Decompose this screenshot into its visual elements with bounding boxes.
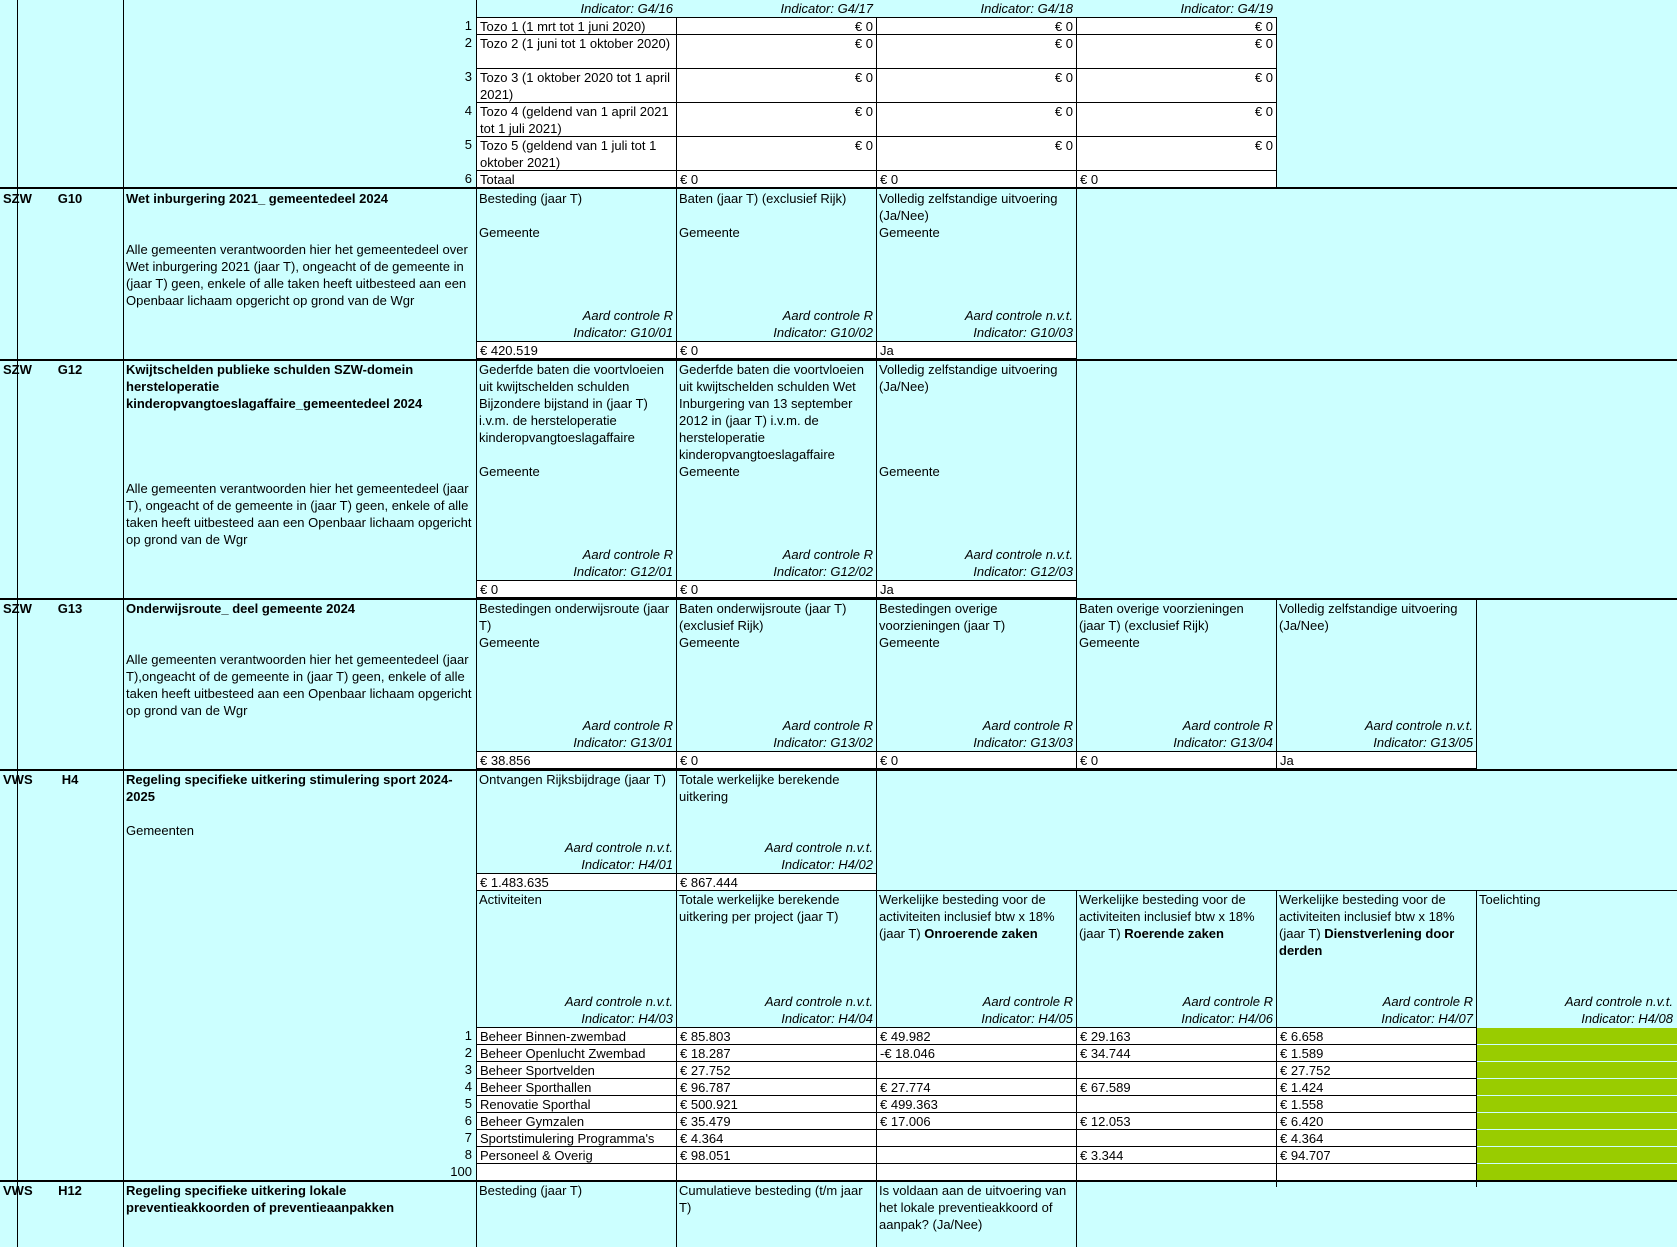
- indicator-label: Indicator: G13/05: [1373, 735, 1473, 750]
- grid-line: [476, 890, 477, 1027]
- activity-label[interactable]: Personeel & Overig: [476, 1146, 677, 1164]
- value-cell[interactable]: Ja: [876, 341, 1077, 359]
- regulation-code: G13: [57, 601, 83, 616]
- value-cell[interactable]: € 0: [876, 68, 1077, 103]
- toelichting-input[interactable]: [1477, 1045, 1677, 1061]
- value-cell[interactable]: € 27.752: [676, 1061, 877, 1079]
- value-cell[interactable]: € 0: [1076, 68, 1277, 103]
- regulation-title: Onderwijsroute_ deel gemeente 2024: [126, 601, 356, 616]
- row-label[interactable]: Tozo 4 (geldend van 1 april 2021 tot 1 juli 2021): [476, 102, 677, 137]
- column-header: Volledig zelfstandige uitvoering (Ja/Nee): [879, 362, 1062, 394]
- column-header-text: Werkelijke besteding voor de activiteiten inclusief btw x 18% (jaar T): [1279, 892, 1459, 941]
- activity-label[interactable]: [476, 1163, 677, 1181]
- row-number: 3: [464, 69, 472, 84]
- regulation-title: Regeling specifieke uitkering stimulering sport 2024-2025: [126, 772, 453, 804]
- control-type: Aard controle R: [782, 308, 873, 323]
- value-cell[interactable]: € 0: [676, 17, 877, 35]
- value-cell[interactable]: € 6.658: [1276, 1027, 1477, 1045]
- toelichting-input[interactable]: [1477, 1028, 1677, 1044]
- row-number: 5: [464, 1096, 472, 1111]
- regulation-code: G12: [57, 362, 83, 377]
- value-cell[interactable]: € 34.744: [1076, 1044, 1277, 1062]
- value-cell[interactable]: € 0: [876, 17, 1077, 35]
- control-type: Aard controle n.v.t.: [764, 840, 873, 855]
- row-number: 100: [450, 1164, 472, 1179]
- value-cell[interactable]: € 0: [676, 102, 877, 137]
- regulation-subtitle: Gemeenten: [126, 823, 194, 838]
- indicator-label: Indicator: G13/02: [773, 735, 873, 750]
- grid-line: [476, 188, 477, 359]
- column-header: Besteding (jaar T): [479, 1183, 583, 1198]
- indicator-label: Indicator: G13/04: [1173, 735, 1273, 750]
- column-subheader: Gemeente: [479, 464, 540, 479]
- row-number: 5: [464, 137, 472, 152]
- regulation-description: Alle gemeenten verantwoorden hier het gemeentedeel (jaar T),ongeacht of de gemeente in (jaar T) geen, enkele of alle taken heeft uitbesteed aan een Openbaar lichaam opgericht op grond van de Wgr: [126, 652, 476, 718]
- value-cell[interactable]: € 35.479: [676, 1112, 877, 1130]
- indicator-label: Indicator: H4/03: [581, 1011, 673, 1026]
- value-cell[interactable]: € 0: [1076, 170, 1277, 188]
- indicator-label: Indicator: H4/06: [1181, 1011, 1273, 1026]
- control-type: Aard controle n.v.t.: [1564, 994, 1673, 1009]
- value-cell[interactable]: € 0: [876, 751, 1077, 769]
- value-cell[interactable]: € 0: [1076, 136, 1277, 171]
- value-cell[interactable]: € 12.053: [1076, 1112, 1277, 1130]
- value-cell[interactable]: € 49.982: [876, 1027, 1077, 1045]
- row-number: 1: [464, 1028, 472, 1043]
- column-subheader: Gemeente: [1079, 635, 1140, 650]
- grid-line: [676, 359, 677, 598]
- grid-line: [676, 1180, 677, 1247]
- row-label[interactable]: Tozo 5 (geldend van 1 juli tot 1 oktober 2021): [476, 136, 677, 171]
- indicator-label: Indicator: H4/05: [981, 1011, 1073, 1026]
- value-cell[interactable]: € 29.163: [1076, 1027, 1277, 1045]
- value-cell[interactable]: € 85.803: [676, 1027, 877, 1045]
- control-type: Aard controle R: [1182, 718, 1273, 733]
- indicator-label: Indicator: G10/02: [773, 325, 873, 340]
- value-cell[interactable]: € 0: [676, 170, 877, 188]
- value-cell[interactable]: € 67.589: [1076, 1078, 1277, 1096]
- column-header-bold: Onroerende zaken: [924, 926, 1038, 941]
- value-cell[interactable]: € 867.444: [676, 873, 877, 891]
- grid-line: [1076, 188, 1077, 359]
- value-cell[interactable]: € 0: [676, 580, 877, 598]
- control-type: Aard controle n.v.t.: [564, 840, 673, 855]
- indicator-label: Indicator: G12/03: [973, 564, 1073, 579]
- column-header: [476, 891, 676, 976]
- value-cell[interactable]: € 0: [876, 102, 1077, 137]
- value-cell[interactable]: € 4.364: [676, 1129, 877, 1147]
- value-cell[interactable]: [876, 1163, 1077, 1181]
- row-label[interactable]: Tozo 2 (1 juni tot 1 oktober 2020): [476, 34, 677, 69]
- control-type: Aard controle R: [582, 547, 673, 562]
- column-header: [1276, 891, 1476, 976]
- control-type: Aard controle R: [782, 718, 873, 733]
- grid-line: [676, 890, 677, 1027]
- department-code: VWS: [3, 1183, 33, 1198]
- column-header: Volledig zelfstandige uitvoering (Ja/Nee): [1279, 601, 1462, 633]
- department-code: SZW: [3, 601, 32, 616]
- regulation-code: H4: [61, 772, 79, 787]
- control-type: Aard controle n.v.t.: [964, 547, 1073, 562]
- grid-line: [1076, 598, 1077, 769]
- value-cell[interactable]: € 0: [476, 580, 677, 598]
- control-type: Aard controle n.v.t.: [564, 994, 673, 1009]
- toelichting-input[interactable]: [1477, 1164, 1677, 1180]
- indicator-label: Indicator: G13/01: [573, 735, 673, 750]
- column-header: [1476, 891, 1676, 976]
- value-cell[interactable]: € 1.483.635: [476, 873, 677, 891]
- grid-line: [876, 769, 877, 891]
- column-header: Baten onderwijsroute (jaar T) (exclusief Rijk): [679, 601, 851, 633]
- column-header-bold: Dienstverlening door derden: [1279, 926, 1458, 958]
- column-header: Bestedingen overige voorzieningen (jaar T): [879, 601, 1006, 633]
- regulation-title: Kwijtschelden publieke schulden SZW-domein hersteloperatie kinderopvangtoeslagaffaire_gemeentedeel 2024: [126, 362, 423, 411]
- value-cell[interactable]: [876, 1061, 1077, 1079]
- value-cell[interactable]: [876, 1146, 1077, 1164]
- indicator-label: Indicator: G12/01: [573, 564, 673, 579]
- regulation-description: Alle gemeenten verantwoorden hier het gemeentedeel over Wet inburgering 2021 (jaar T), ongeacht of de gemeente in (jaar T) geen, enkele of alle taken heeft uitbesteed aan een Openbaar lichaam opgericht op grond van de Wgr: [126, 242, 472, 308]
- grid-line: [1476, 598, 1477, 769]
- indicator-label: Indicator: H4/07: [1381, 1011, 1473, 1026]
- grid-line: [476, 598, 477, 769]
- activity-label[interactable]: Beheer Sportvelden: [476, 1061, 677, 1079]
- activity-label[interactable]: Beheer Gymzalen: [476, 1112, 677, 1130]
- value-cell[interactable]: € 0: [1076, 34, 1277, 69]
- value-cell[interactable]: € 27.752: [1276, 1061, 1477, 1079]
- value-cell[interactable]: € 0: [1076, 17, 1277, 35]
- value-cell[interactable]: [1076, 1129, 1277, 1147]
- control-type: Aard controle R: [1382, 994, 1473, 1009]
- value-cell[interactable]: € 18.287: [676, 1044, 877, 1062]
- row-number: 1: [464, 18, 472, 33]
- toelichting-input[interactable]: [1477, 1079, 1677, 1095]
- value-cell[interactable]: Ja: [1276, 751, 1477, 769]
- value-cell[interactable]: € 1.589: [1276, 1044, 1477, 1062]
- value-cell[interactable]: € 0: [1076, 102, 1277, 137]
- row-number: 6: [464, 171, 472, 186]
- row-number: 4: [464, 103, 472, 118]
- control-type: Aard controle R: [582, 308, 673, 323]
- indicator-label: Indicator: G10/01: [573, 325, 673, 340]
- grid-line: [876, 598, 877, 769]
- activity-label[interactable]: Beheer Binnen-zwembad: [476, 1027, 677, 1045]
- column-header: Ontvangen Rijksbijdrage (jaar T): [479, 772, 666, 787]
- value-cell[interactable]: € 0: [876, 34, 1077, 69]
- control-type: Aard controle n.v.t.: [1364, 718, 1473, 733]
- row-number: 6: [464, 1113, 472, 1128]
- activity-label[interactable]: Beheer Sporthallen: [476, 1078, 677, 1096]
- row-label[interactable]: Tozo 1 (1 mrt tot 1 juni 2020): [476, 17, 677, 35]
- value-cell[interactable]: € 0: [876, 170, 1077, 188]
- column-header: Cumulatieve besteding (t/m jaar T): [679, 1183, 866, 1215]
- regulation-code: H12: [58, 1183, 82, 1198]
- row-number: 8: [464, 1147, 472, 1162]
- row-label[interactable]: Totaal: [476, 170, 677, 188]
- value-cell[interactable]: [1076, 1163, 1277, 1181]
- value-cell[interactable]: € 96.787: [676, 1078, 877, 1096]
- indicator-label: Indicator: G4/17: [780, 1, 873, 16]
- column-subheader: Gemeente: [879, 635, 940, 650]
- value-cell[interactable]: € 499.363: [876, 1095, 1077, 1113]
- column-header: Volledig zelfstandige uitvoering (Ja/Nee): [879, 191, 1062, 223]
- value-cell[interactable]: Ja: [876, 580, 1077, 598]
- grid-line: [876, 1180, 877, 1247]
- department-code: VWS: [3, 772, 33, 787]
- row-number: 4: [464, 1079, 472, 1094]
- grid-line: [676, 598, 677, 769]
- row-number: 3: [464, 1062, 472, 1077]
- column-header-text: Werkelijke besteding voor de activiteiten inclusief btw x 18% (jaar T): [879, 892, 1059, 941]
- indicator-label: Indicator: G13/03: [973, 735, 1073, 750]
- toelichting-input[interactable]: [1477, 1130, 1677, 1146]
- control-type: Aard controle n.v.t.: [764, 994, 873, 1009]
- department-code: SZW: [3, 362, 32, 377]
- column-header-text: Toelichting: [1479, 892, 1541, 907]
- column-header: [1076, 891, 1276, 976]
- value-cell[interactable]: € 3.344: [1076, 1146, 1277, 1164]
- toelichting-input[interactable]: [1477, 1113, 1677, 1129]
- value-cell[interactable]: € 94.707: [1276, 1146, 1477, 1164]
- grid-line: [676, 188, 677, 359]
- value-cell[interactable]: € 1.424: [1276, 1078, 1477, 1096]
- column-header-text: Totale werkelijke berekende uitkering per project (jaar T): [679, 892, 844, 924]
- value-cell[interactable]: € 1.558: [1276, 1095, 1477, 1113]
- column-subheader: Gemeente: [679, 225, 740, 240]
- value-cell[interactable]: € 0: [676, 34, 877, 69]
- column-header-text: Werkelijke besteding voor de activiteiten inclusief btw x 18% (jaar T): [1079, 892, 1259, 941]
- indicator-label: Indicator: G4/18: [980, 1, 1073, 16]
- value-cell[interactable]: € 0: [676, 68, 877, 103]
- value-cell[interactable]: € 0: [1076, 751, 1277, 769]
- grid-line: [1276, 598, 1277, 769]
- value-cell[interactable]: [1076, 1061, 1277, 1079]
- row-number: 2: [464, 1045, 472, 1060]
- grid-line: [0, 187, 1677, 189]
- department-code: SZW: [3, 191, 32, 206]
- control-type: Aard controle R: [782, 547, 873, 562]
- value-cell[interactable]: [876, 1129, 1077, 1147]
- column-subheader: Gemeente: [479, 225, 540, 240]
- value-cell[interactable]: [676, 1163, 877, 1181]
- column-subheader: Gemeente: [679, 464, 740, 479]
- indicator-label: Indicator: G4/16: [580, 1, 673, 16]
- value-cell[interactable]: -€ 18.046: [876, 1044, 1077, 1062]
- value-cell[interactable]: € 4.364: [1276, 1129, 1477, 1147]
- toelichting-input[interactable]: [1477, 1147, 1677, 1163]
- column-header: Is voldaan aan de uitvoering van het lokale preventieakkoord of aanpak? (Ja/Nee): [879, 1183, 1070, 1232]
- row-number: 7: [464, 1130, 472, 1145]
- regulation-title: Wet inburgering 2021_ gemeentedeel 2024: [126, 191, 389, 206]
- grid-line: [876, 359, 877, 598]
- value-cell[interactable]: € 98.051: [676, 1146, 877, 1164]
- grid-line: [1076, 1180, 1077, 1247]
- toelichting-input[interactable]: [1477, 1096, 1677, 1112]
- control-type: Aard controle n.v.t.: [964, 308, 1073, 323]
- row-number: 2: [464, 35, 472, 50]
- value-cell[interactable]: € 27.774: [876, 1078, 1077, 1096]
- column-header: Baten overige voorzieningen (jaar T) (exclusief Rijk): [1079, 601, 1248, 633]
- control-type: Aard controle R: [982, 718, 1073, 733]
- value-cell[interactable]: € 17.006: [876, 1112, 1077, 1130]
- toelichting-input[interactable]: [1477, 1062, 1677, 1078]
- indicator-label: Indicator: H4/01: [581, 857, 673, 872]
- column-header: [876, 891, 1076, 976]
- indicator-label: Indicator: H4/08: [1581, 1011, 1673, 1026]
- activity-label[interactable]: Sportstimulering Programma's: [476, 1129, 677, 1147]
- value-cell[interactable]: € 6.420: [1276, 1112, 1477, 1130]
- indicator-label: Indicator: H4/02: [781, 857, 873, 872]
- value-cell[interactable]: € 500.921: [676, 1095, 877, 1113]
- activity-label[interactable]: Beheer Openlucht Zwembad: [476, 1044, 677, 1062]
- indicator-label: Indicator: G4/19: [1180, 1, 1273, 16]
- column-header: Baten (jaar T) (exclusief Rijk): [679, 191, 847, 206]
- column-header: Gederfde baten die voortvloeien uit kwijtschelden schulden Bijzondere bijstand in (jaar T) i.v.m. de hersteloperatie kinderopvangtoeslagaffaire: [479, 362, 668, 445]
- value-cell[interactable]: € 0: [676, 751, 877, 769]
- value-cell[interactable]: € 420.519: [476, 341, 677, 359]
- column-header: Totale werkelijke berekende uitkering: [679, 772, 844, 804]
- value-cell[interactable]: [1076, 1095, 1277, 1113]
- indicator-label: Indicator: G12/02: [773, 564, 873, 579]
- row-label[interactable]: Tozo 3 (1 oktober 2020 tot 1 april 2021): [476, 68, 677, 103]
- grid-line: [476, 359, 477, 598]
- column-header-bold: Roerende zaken: [1124, 926, 1224, 941]
- control-type: Aard controle R: [582, 718, 673, 733]
- control-type: Aard controle R: [982, 994, 1073, 1009]
- regulation-title: Regeling specifieke uitkering lokale preventieakkoorden of preventieaanpakken: [126, 1183, 395, 1215]
- indicator-label: Indicator: G10/03: [973, 325, 1073, 340]
- value-cell[interactable]: € 0: [676, 341, 877, 359]
- grid-line: [876, 188, 877, 359]
- column-subheader: Gemeente: [879, 464, 940, 479]
- column-header-text: Activiteiten: [479, 892, 542, 907]
- grid-line: [476, 1180, 477, 1247]
- regulation-code: G10: [57, 191, 83, 206]
- value-cell[interactable]: [1276, 1163, 1477, 1181]
- column-subheader: Gemeente: [679, 635, 740, 650]
- indicator-label: Indicator: H4/04: [781, 1011, 873, 1026]
- regulation-description: Alle gemeenten verantwoorden hier het gemeentedeel (jaar T), ongeacht of de gemeente in (jaar T) geen, enkele of alle taken heeft uitbesteed aan een Openbaar lichaam opgericht op grond van de Wgr: [126, 481, 476, 547]
- column-header: [676, 891, 876, 976]
- value-cell[interactable]: € 0: [676, 136, 877, 171]
- activity-label[interactable]: Renovatie Sporthal: [476, 1095, 677, 1113]
- column-subheader: Gemeente: [879, 225, 940, 240]
- value-cell[interactable]: € 38.856: [476, 751, 677, 769]
- column-header: Gederfde baten die voortvloeien uit kwijtschelden schulden Wet Inburgering van 13 september 2012 in (jaar T) i.v.m. de hersteloperatie kinderopvangtoeslagaffaire: [679, 362, 868, 462]
- grid-line: [1076, 359, 1077, 598]
- control-type: Aard controle R: [1182, 994, 1273, 1009]
- value-cell[interactable]: € 0: [876, 136, 1077, 171]
- column-header: Besteding (jaar T): [479, 191, 583, 206]
- column-subheader: Gemeente: [479, 635, 540, 650]
- column-header: Bestedingen onderwijsroute (jaar T): [479, 601, 673, 633]
